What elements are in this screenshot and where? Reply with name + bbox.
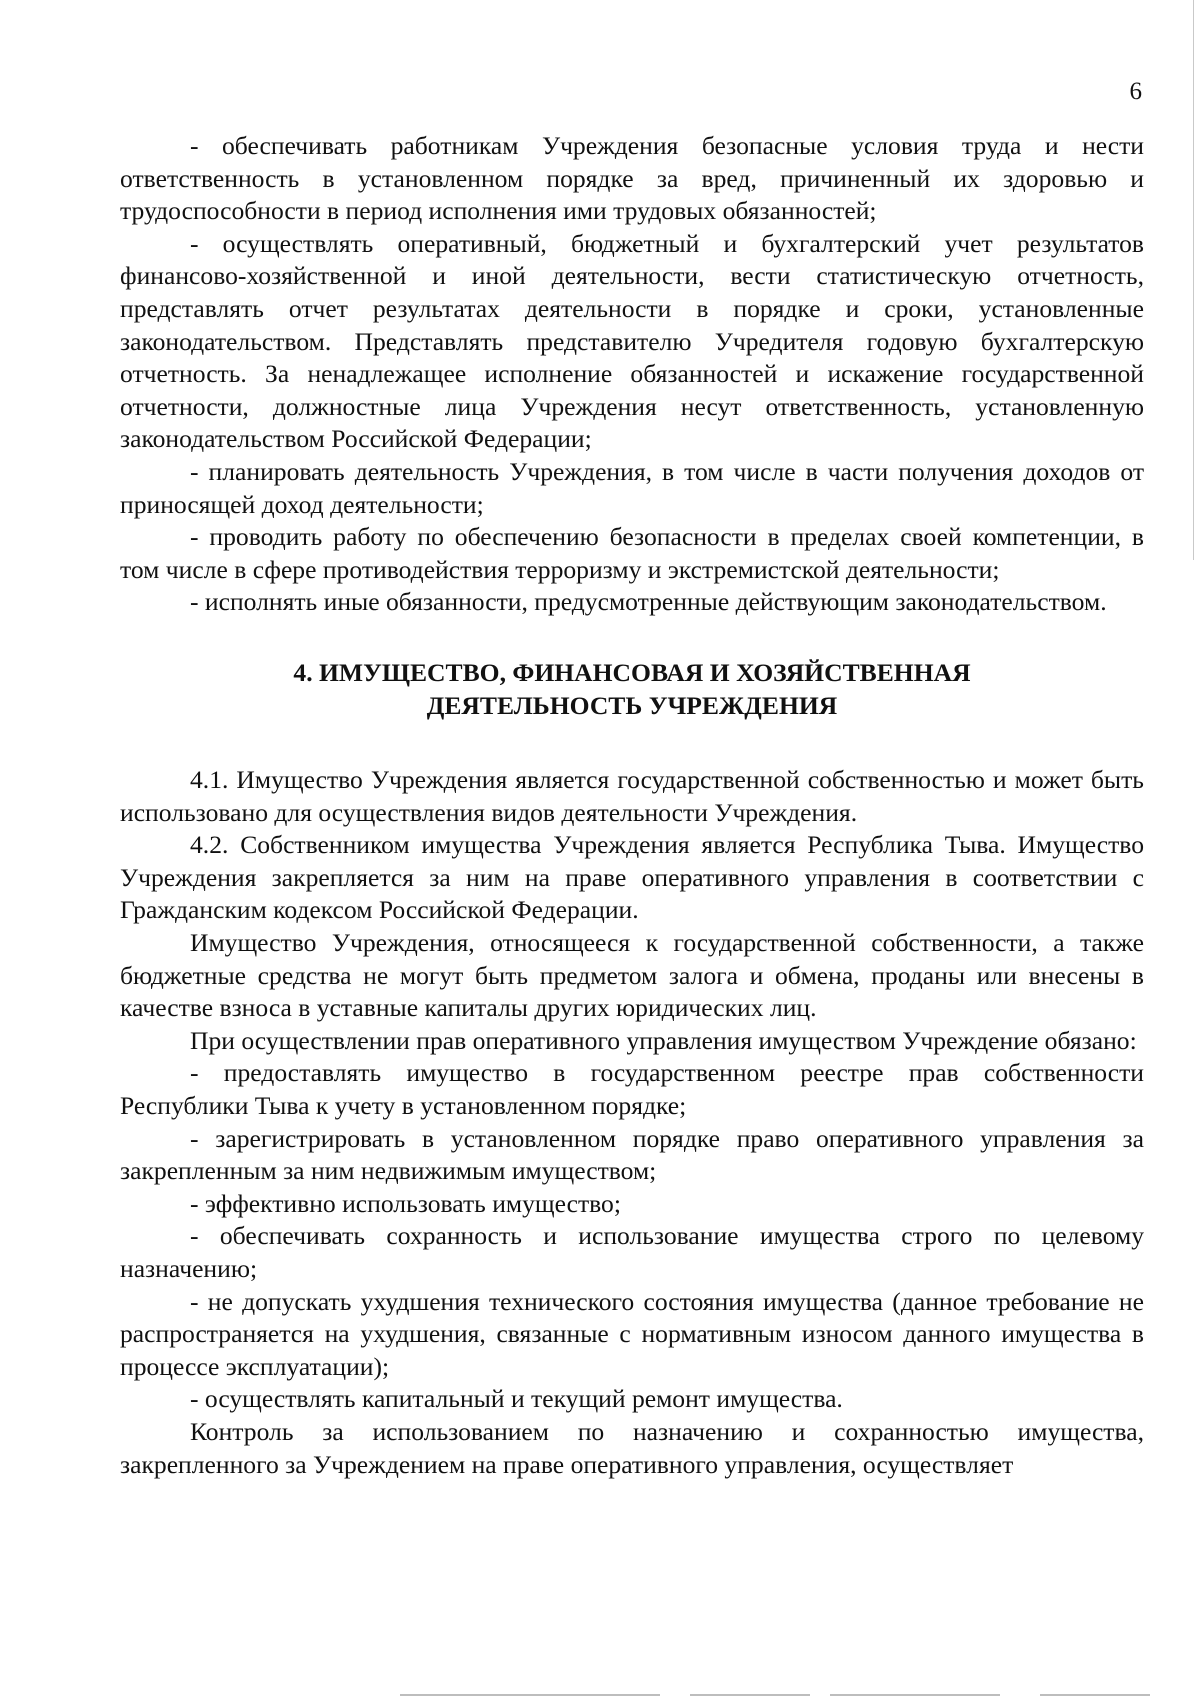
- clause-text: Имущество Учреждения является государственной собственностью и может быть использовано для осуществления видов деятельности Учреждения.: [120, 765, 1144, 827]
- section-heading-line: 4. ИМУЩЕСТВО, ФИНАНСОВАЯ И ХОЗЯЙСТВЕННАЯ: [293, 657, 971, 687]
- clause: [120, 829, 1144, 927]
- clause-text: Собственником имущества Учреждения является Республика Тыва. Имущество Учреждения закрепляется за ним на праве оперативного управления в соответствии с Гражданским кодексом Российской Федерации.: [120, 830, 1144, 925]
- scan-edge-line: [1193, 0, 1194, 560]
- paragraph: - предоставлять имущество в государственном реестре прав собственности Республики Тыва к учету в установленном порядке;: [120, 1058, 1144, 1121]
- paragraph: - исполнять иные обязанности, предусмотренные действующим законодательством.: [190, 587, 1107, 617]
- paragraph: При осуществлении прав оперативного управления имуществом Учреждение обязано:: [190, 1025, 1137, 1055]
- scan-artifact: [830, 1694, 1000, 1696]
- section-heading-line: ДЕЯТЕЛЬНОСТЬ УЧРЕЖДЕНИЯ: [426, 690, 838, 720]
- scan-artifact: [690, 1694, 810, 1696]
- clause-number: 4.1.: [190, 765, 229, 795]
- paragraph: - обеспечивать работникам Учреждения безопасные условия труда и нести ответственность в установленном порядке за вред, причиненный их здоровью и трудоспособности в период исполнения ими трудовых обязанностей;: [120, 131, 1144, 226]
- paragraph: - эффективно использовать имущество;: [190, 1188, 621, 1218]
- scan-artifact: [1040, 1694, 1150, 1696]
- scan-artifact: [400, 1694, 660, 1696]
- paragraph: - планировать деятельность Учреждения, в том числе в части получения доходов от приносящей доход деятельности;: [120, 456, 1144, 519]
- clause-number: 4.2.: [190, 830, 229, 860]
- document-body: [120, 130, 1144, 1481]
- paragraph: - обеспечивать сохранность и использование имущества строго по целевому назначению;: [120, 1221, 1144, 1283]
- page-number: 6: [1129, 78, 1142, 105]
- section-heading: [120, 657, 1144, 722]
- paragraph: - осуществлять капитальный и текущий ремонт имущества.: [190, 1384, 843, 1414]
- clause: [120, 764, 1144, 829]
- paragraph: - не допускать ухудшения технического состояния имущества (данное требование не распространяется на ухудшения, связанные с нормативным износом данного имущества в процессе эксплуатации);: [120, 1286, 1144, 1381]
- paragraph: Контроль за использованием по назначению и сохранностью имущества, закрепленного за Учреждением на праве оперативного управления, осуществляет: [120, 1416, 1144, 1479]
- paragraph: - осуществлять оперативный, бюджетный и бухгалтерский учет результатов финансово-хозяйственной и иной деятельности, вести статистическую отчетность, представлять отчет результатах деятельности в порядке и сроки, установленные законодательством. Представлять представителю Учредителя годовую бухгалтерскую отчетность. За ненадлежащее исполнение обязанностей и искажение государственной отчетности, должностные лица Учреждения несут ответственность, установленную законодательством Российской Федерации;: [120, 228, 1144, 454]
- paragraph: Имущество Учреждения, относящееся к государственной собственности, а также бюджетные средства не могут быть предметом залога и обмена, проданы или внесены в качестве взноса в уставные капиталы других юридических лиц.: [120, 928, 1144, 1023]
- paragraph: - проводить работу по обеспечению безопасности в пределах своей компетенции, в том числе в сфере противодействия терроризму и экстремистской деятельности;: [120, 522, 1144, 584]
- paragraph: - зарегистрировать в установленном порядке право оперативного управления за закрепленным за ним недвижимым имуществом;: [120, 1123, 1144, 1186]
